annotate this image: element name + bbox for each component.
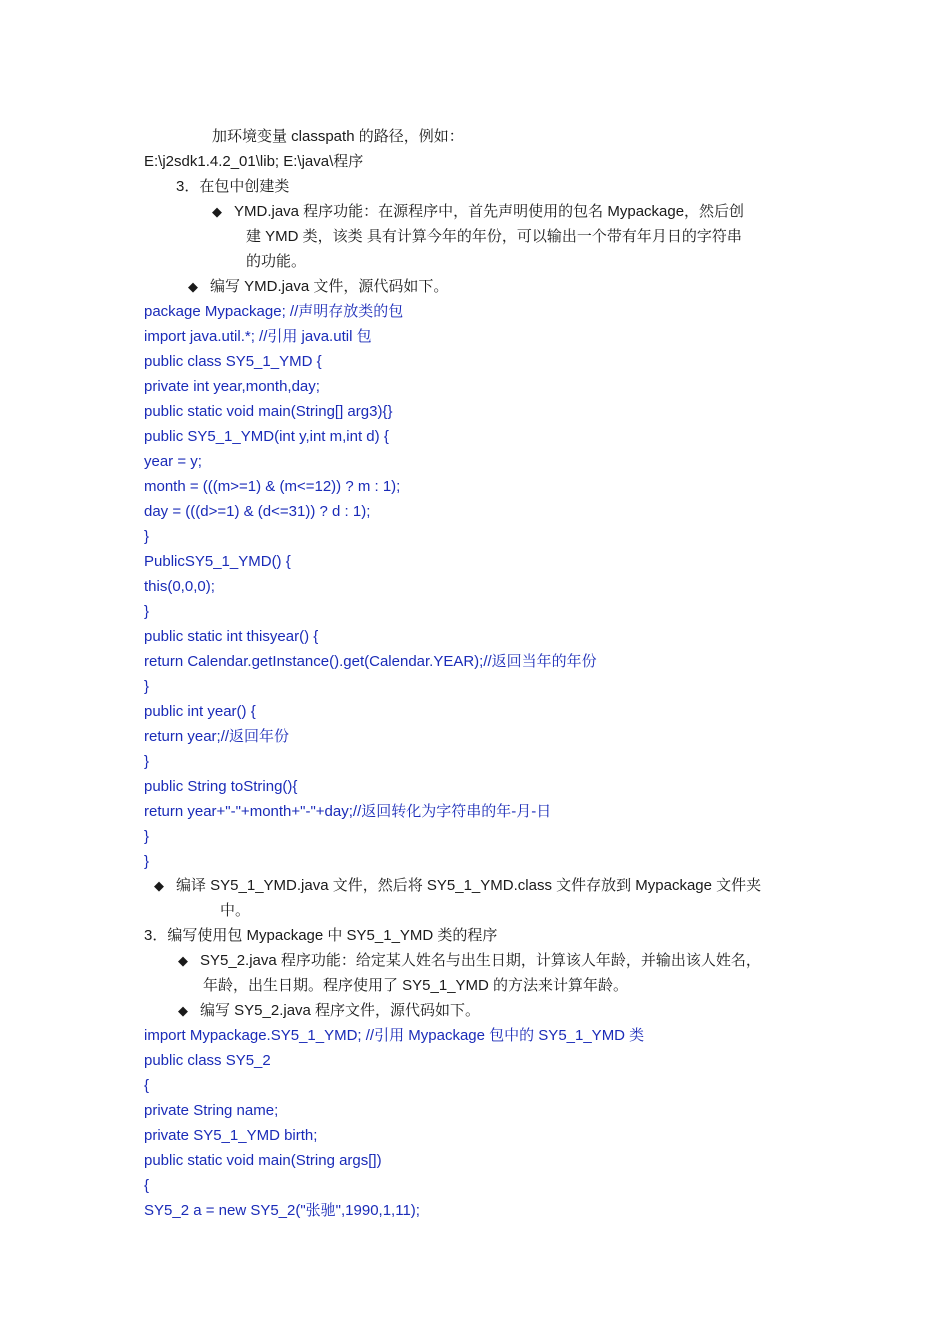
- code-line: day = (((d>=1) & (d<=31)) ? d : 1);: [144, 503, 371, 520]
- code-line: import java.util.*; //引用 java.util 包: [144, 328, 372, 345]
- step3b-heading: 3．编写使用包 Mypackage 中 SY5_1_YMD 类的程序: [144, 927, 498, 944]
- intro-line-1: 加环境变量 classpath 的路径，例如：: [212, 128, 464, 145]
- bullet-text: SY5_2.java 程序功能：给定某人姓名与出生日期，计算该人年龄，并输出该人姓名，: [200, 952, 761, 969]
- code-line: public class SY5_1_YMD {: [144, 353, 322, 370]
- diamond-bullet-icon: ◆: [178, 1003, 188, 1018]
- intro-line-2: E:\j2sdk1.4.2_01\lib; E:\java\程序: [144, 153, 364, 170]
- bullet-item: [178, 948, 761, 973]
- code-line: }: [144, 828, 150, 845]
- code-line: import Mypackage.SY5_1_YMD; //引用 Mypackage 包中的 SY5_1_YMD 类: [144, 1027, 645, 1044]
- code-line: {: [144, 1177, 150, 1194]
- code-line: return Calendar.getInstance().get(Calendar.YEAR);//返回当年的年份: [144, 653, 597, 670]
- code-line: public static int thisyear() {: [144, 628, 319, 645]
- code-line: }: [144, 753, 150, 770]
- code-line: this(0,0,0);: [144, 578, 215, 595]
- code-line: SY5_2 a = new SY5_2("张驰",1990,1,11);: [144, 1202, 420, 1219]
- bullet-text: YMD.java 程序功能：在源程序中，首先声明使用的包名 Mypackage，然后创: [234, 203, 745, 220]
- code-line: }: [144, 853, 150, 870]
- bullet-text: 编写 SY5_2.java 程序文件，源代码如下。: [200, 1002, 481, 1019]
- code-line: private int year,month,day;: [144, 378, 320, 395]
- code-line: return year;//返回年份: [144, 728, 290, 745]
- code-line: public class SY5_2: [144, 1052, 271, 1069]
- code-line: return year+"-"+month+"-"+day;//返回转化为字符串的年-月-日: [144, 803, 552, 820]
- code-line: private String name;: [144, 1102, 279, 1119]
- bullet-text: 编写 YMD.java 文件，源代码如下。: [210, 278, 449, 295]
- code-line: year = y;: [144, 453, 202, 470]
- diamond-bullet-icon: ◆: [212, 204, 222, 219]
- bullet-item: [188, 274, 448, 299]
- bullet-item: [212, 199, 744, 224]
- step3-heading: 3．在包中创建类: [176, 178, 290, 195]
- bullet-item: [154, 873, 761, 898]
- diamond-bullet-icon: ◆: [188, 279, 198, 294]
- code-line: month = (((m>=1) & (m<=12)) ? m : 1);: [144, 478, 401, 495]
- code-line: package Mypackage; //声明存放类的包: [144, 303, 404, 320]
- code-line: public SY5_1_YMD(int y,int m,int d) {: [144, 428, 389, 445]
- code-line: {: [144, 1077, 150, 1094]
- code-line: private SY5_1_YMD birth;: [144, 1127, 318, 1144]
- diamond-bullet-icon: ◆: [178, 953, 188, 968]
- bullet-item: [178, 998, 480, 1023]
- code-line: PublicSY5_1_YMD() {: [144, 553, 291, 570]
- code-line: public String toString(){: [144, 778, 298, 795]
- bullet-text-continuation: 年龄，出生日期。程序使用了 SY5_1_YMD 的方法来计算年龄。: [203, 977, 629, 994]
- code-line: }: [144, 678, 150, 695]
- diamond-bullet-icon: ◆: [154, 878, 164, 893]
- code-line: public static void main(String[] arg3){}: [144, 403, 393, 420]
- code-line: public int year() {: [144, 703, 256, 720]
- code-line: }: [144, 603, 150, 620]
- bullet-text-continuation: 中。: [220, 902, 251, 919]
- bullet-text-continuation: 建 YMD 类，该类 具有计算今年的年份，可以输出一个带有年月日的字符串: [246, 228, 742, 245]
- bullet-text: 编译 SY5_1_YMD.java 文件，然后将 SY5_1_YMD.class 文件存放到 Mypackage 文件夹: [176, 877, 762, 894]
- code-line: public static void main(String args[]): [144, 1152, 382, 1169]
- bullet-text-continuation: 的功能。: [246, 253, 307, 270]
- code-line: }: [144, 528, 150, 545]
